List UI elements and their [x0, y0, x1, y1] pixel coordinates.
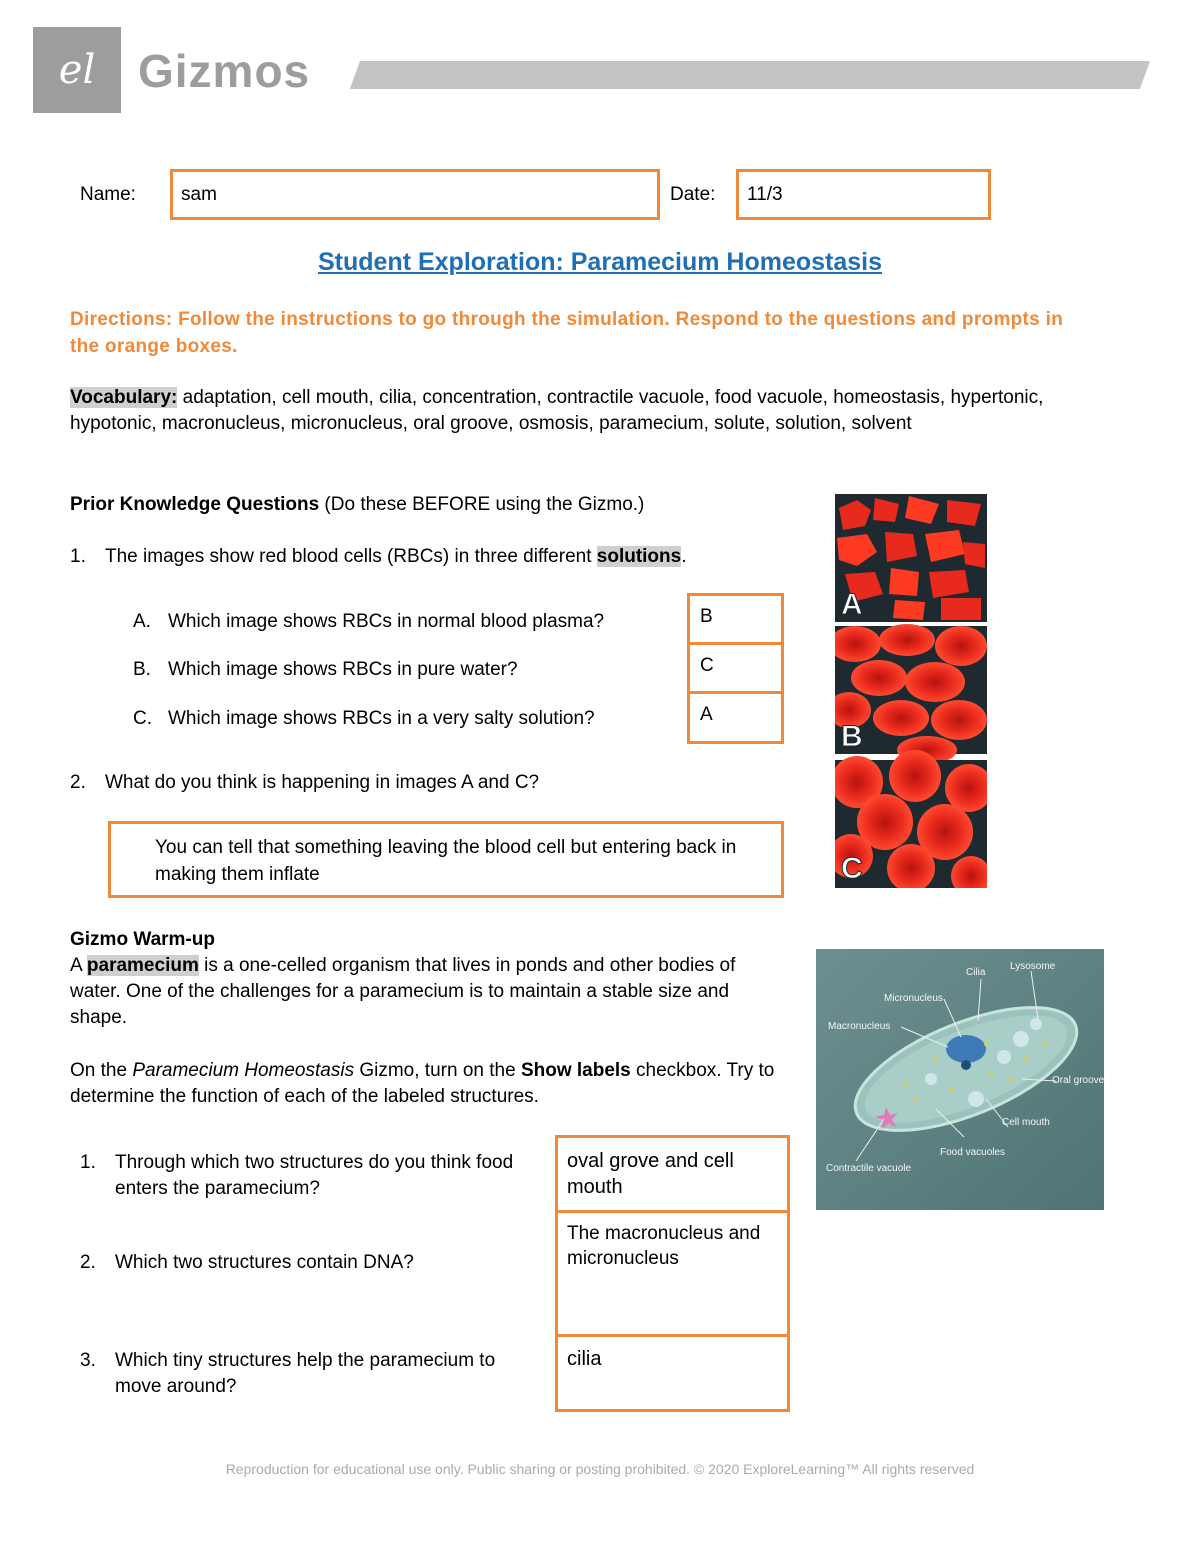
vocabulary-label: Vocabulary: [70, 387, 178, 408]
explorelearning-logo-icon: el [58, 47, 96, 93]
prior-q2-number: 2. [70, 772, 86, 793]
prior-q2-text: What do you think is happening in images A and C? [105, 772, 540, 793]
label-lysosome: Lysosome [1010, 961, 1056, 972]
prior-heading [70, 492, 810, 518]
label-cell-mouth: Cell mouth [1002, 1117, 1050, 1128]
name-label: Name: [80, 184, 136, 205]
warmup-q2-number: 2. [80, 1252, 96, 1273]
answer-cell-a[interactable]: B [690, 596, 781, 645]
prior-q1-text: The images show red blood cells (RBCs) in three different solutions. [105, 546, 687, 567]
prior-q2-answer-box[interactable] [108, 821, 784, 898]
gizmos-logo-text: Gizmos [138, 45, 311, 97]
vocabulary [70, 385, 1090, 437]
answer-cell-c[interactable]: A [700, 704, 713, 725]
prior-sub-b-letter: B. [133, 659, 151, 680]
prior-q2-answer: You can tell that something leaving the blood cell but entering back in making them inflate [155, 837, 737, 885]
vocabulary-text: adaptation, cell mouth, cilia, concentration, contractile vacuole, food vacuole, homeostasis, hypertonic, hypotonic, macronucleus, micronucleus, oral groove, osmosis, paramecium, solute, solution, solvent [70, 387, 1044, 434]
rbc-image-a [835, 494, 987, 622]
solutions-term: solutions [596, 546, 682, 567]
prior-sub-a-text: Which image shows RBCs in normal blood plasma? [168, 611, 605, 632]
warmup-q3-text: Which tiny structures help the paramecium to move around? [115, 1350, 496, 1397]
prior-sub-b-text: Which image shows RBCs in pure water? [168, 659, 518, 680]
warmup-heading: Gizmo Warm-up [70, 929, 215, 950]
prior-heading-title: Prior Knowledge Questions [70, 494, 320, 515]
date-value: 11/3 [747, 184, 783, 205]
date-field[interactable] [736, 169, 991, 220]
page-title: Student Exploration: Paramecium Homeostasis [317, 248, 883, 276]
warmup-paragraph-1: A paramecium is a one-celled organism that lives in ponds and other bodies of water. One of the challenges for a paramecium is to maintain a stable size and shape. [70, 955, 736, 1028]
prior-answer-table [687, 593, 784, 744]
name-field[interactable] [170, 169, 660, 220]
date-label: Date: [670, 184, 716, 205]
header-bar [350, 61, 1150, 89]
label-cilia: Cilia [966, 967, 986, 978]
rbc-label-b: B [841, 720, 863, 753]
warmup-q3-number: 3. [80, 1350, 96, 1371]
warmup-answer-1[interactable]: oval grove and cell mouth [558, 1138, 787, 1213]
rbc-image-c [835, 750, 987, 888]
label-micronucleus: Micronucleus [884, 993, 943, 1004]
label-contractile-vacuole: Contractile vacuole [826, 1163, 912, 1174]
answer-cell-b[interactable]: C [690, 645, 781, 694]
prior-sub-a-letter: A. [133, 611, 151, 632]
paramecium-diagram [816, 949, 1104, 1210]
warmup-q1-number: 1. [80, 1152, 96, 1173]
prior-sub-c-text: Which image shows RBCs in a very salty solution? [168, 708, 595, 729]
prior-sub-c-letter: C. [133, 708, 152, 729]
footer: Reproduction for educational use only. Public sharing or posting prohibited. © 2020 ExploreLearning™ All rights reserved [225, 1461, 975, 1477]
rbc-label-a: A [841, 588, 863, 621]
name-value: sam [181, 184, 217, 205]
label-food-vacuoles: Food vacuoles [940, 1147, 1006, 1158]
warmup-q2-text: Which two structures contain DNA? [115, 1252, 414, 1273]
rbc-label-c: C [841, 852, 863, 885]
paramecium-term: paramecium [86, 955, 199, 976]
label-macronucleus: Macronucleus [828, 1021, 891, 1032]
warmup-paragraph-2: On the Paramecium Homeostasis Gizmo, turn on the Show labels checkbox. Try to determine the function of each of the labeled structures. [70, 1060, 775, 1107]
label-oral-groove: Oral groove [1052, 1075, 1104, 1086]
prior-q1-number: 1. [70, 546, 86, 567]
warmup-q1-text: Through which two structures do you think food enters the paramecium? [115, 1152, 514, 1199]
directions: Directions: Follow the instructions to go through the simulation. Respond to the questions and prompts in the orange boxes. [70, 309, 1064, 357]
rbc-images [835, 494, 987, 888]
warmup-answer-2[interactable]: The macronucleus and micronucleus [558, 1213, 787, 1337]
warmup-answer-3[interactable]: cilia [567, 1348, 602, 1370]
prior-heading-note: (Do these BEFORE using the Gizmo.) [319, 494, 645, 515]
rbc-image-b [835, 624, 987, 764]
warmup-answer-table [555, 1135, 790, 1412]
